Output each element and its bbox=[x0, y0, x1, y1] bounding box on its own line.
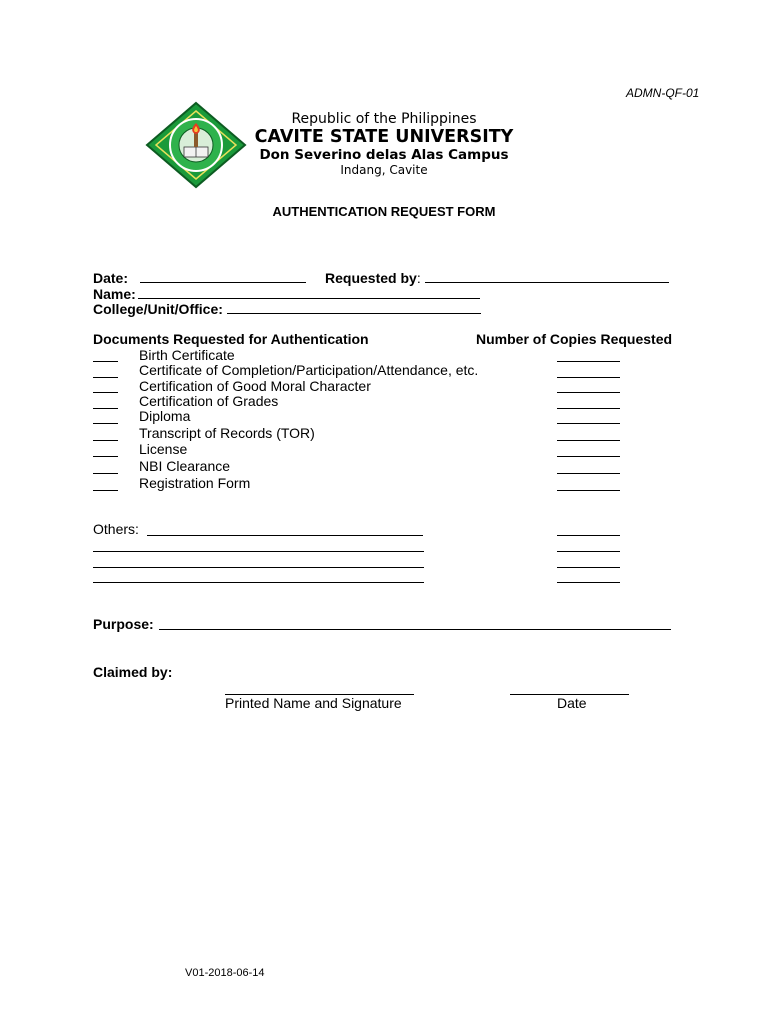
form-title: AUTHENTICATION REQUEST FORM bbox=[272, 204, 496, 219]
document-item: NBI Clearance bbox=[139, 458, 231, 474]
university-seal-logo bbox=[144, 101, 248, 189]
college-label: College/Unit/Office: bbox=[93, 301, 223, 317]
document-checkbox-line[interactable] bbox=[93, 490, 118, 491]
copies-input-line[interactable] bbox=[557, 456, 620, 457]
copies-input-line[interactable] bbox=[557, 490, 620, 491]
copies-header: Number of Copies Requested bbox=[476, 331, 673, 347]
document-item: Certification of Good Moral Character bbox=[139, 378, 371, 394]
requested-by-label: Requested by bbox=[325, 270, 417, 286]
copies-input-line[interactable] bbox=[557, 582, 620, 583]
copies-input-line[interactable] bbox=[557, 423, 620, 424]
college-input-line[interactable] bbox=[227, 301, 481, 314]
name-label: Name: bbox=[93, 286, 136, 302]
campus-name: Don Severino delas Alas Campus bbox=[259, 147, 509, 163]
others-input-line[interactable] bbox=[93, 582, 424, 583]
others-label: Others: bbox=[93, 521, 139, 537]
name-field bbox=[93, 286, 480, 302]
requested-by-input-line[interactable] bbox=[425, 270, 669, 283]
date-label: Date: bbox=[93, 270, 129, 286]
copies-input-line[interactable] bbox=[557, 551, 620, 552]
university-name: CAVITE STATE UNIVERSITY bbox=[254, 127, 514, 147]
others-input-line[interactable] bbox=[93, 551, 424, 552]
document-item: Certification of Grades bbox=[139, 393, 279, 409]
purpose-label: Purpose: bbox=[93, 616, 154, 632]
copies-input-line[interactable] bbox=[557, 361, 620, 362]
copies-input-line[interactable] bbox=[557, 535, 620, 536]
document-item: Transcript of Records (TOR) bbox=[139, 425, 315, 441]
document-checkbox-line[interactable] bbox=[93, 377, 118, 378]
copies-input-line[interactable] bbox=[557, 440, 620, 441]
others-input-line[interactable] bbox=[147, 535, 423, 536]
copies-input-line[interactable] bbox=[557, 473, 620, 474]
copies-input-line[interactable] bbox=[557, 377, 620, 378]
college-field bbox=[93, 301, 481, 317]
requested-by-field: Requested by: bbox=[325, 270, 669, 286]
purpose-input-line[interactable] bbox=[159, 629, 671, 630]
version-label: V01-2018-06-14 bbox=[185, 967, 265, 979]
copies-input-line[interactable] bbox=[557, 392, 620, 393]
copies-input-line[interactable] bbox=[557, 408, 620, 409]
document-checkbox-line[interactable] bbox=[93, 456, 118, 457]
claimed-by-label: Claimed by: bbox=[93, 664, 173, 680]
documents-header: Documents Requested for Authentication bbox=[93, 331, 369, 347]
document-code: ADMN-QF-01 bbox=[626, 86, 700, 100]
others-input-line[interactable] bbox=[93, 567, 424, 568]
location-label: Indang, Cavite bbox=[340, 163, 428, 177]
name-input-line[interactable] bbox=[138, 286, 480, 299]
document-item: Certificate of Completion/Participation/Attendance, etc. bbox=[139, 362, 479, 378]
date-caption: Date bbox=[557, 695, 587, 711]
document-checkbox-line[interactable] bbox=[93, 408, 118, 409]
document-checkbox-line[interactable] bbox=[93, 392, 118, 393]
document-item: Diploma bbox=[139, 408, 191, 424]
copies-input-line[interactable] bbox=[557, 567, 620, 568]
republic-label: Republic of the Philippines bbox=[291, 111, 477, 127]
signature-caption: Printed Name and Signature bbox=[225, 695, 402, 711]
document-item: License bbox=[139, 441, 188, 457]
document-checkbox-line[interactable] bbox=[93, 361, 118, 362]
document-checkbox-line[interactable] bbox=[93, 440, 118, 441]
document-item: Registration Form bbox=[139, 475, 251, 491]
date-input-line[interactable] bbox=[140, 270, 306, 283]
document-checkbox-line[interactable] bbox=[93, 473, 118, 474]
document-checkbox-line[interactable] bbox=[93, 423, 118, 424]
document-item: Birth Certificate bbox=[139, 347, 235, 363]
date-field bbox=[93, 270, 306, 286]
